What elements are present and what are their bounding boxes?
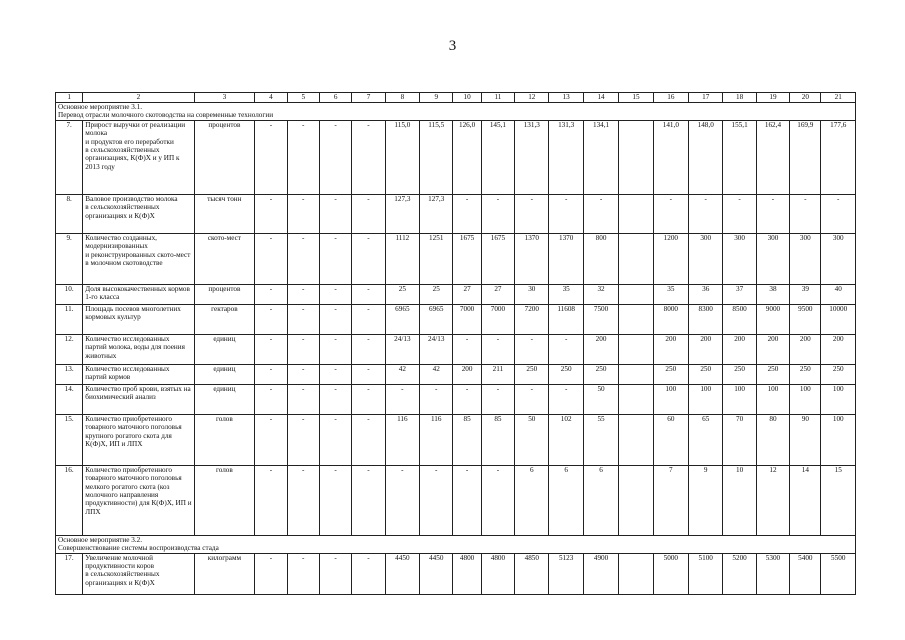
- column-number: 5: [287, 93, 319, 103]
- value-cell: 141,0: [653, 120, 688, 194]
- value-cell: 85: [453, 414, 481, 465]
- value-cell: 15: [821, 465, 856, 535]
- column-number: 9: [420, 93, 453, 103]
- value-cell: 131,3: [549, 120, 583, 194]
- table-row: [56, 465, 856, 535]
- column-number: 8: [385, 93, 419, 103]
- value-cell: 300: [756, 233, 789, 284]
- value-cell: 5200: [723, 553, 756, 594]
- value-cell: -: [319, 304, 351, 334]
- value-cell: 25: [385, 284, 419, 304]
- column-number: 3: [194, 93, 255, 103]
- table-row: [56, 384, 856, 414]
- value-cell: -: [481, 384, 514, 414]
- value-cell: 35: [549, 284, 583, 304]
- value-cell: 35: [653, 284, 688, 304]
- value-cell: 37: [723, 284, 756, 304]
- value-cell: -: [255, 364, 287, 384]
- table-row: [56, 553, 856, 594]
- value-cell: 14: [790, 465, 821, 535]
- value-cell: 24/13: [385, 334, 419, 364]
- value-cell: -: [319, 120, 351, 194]
- value-cell: 100: [756, 384, 789, 414]
- value-cell: 27: [453, 284, 481, 304]
- value-cell: -: [352, 465, 385, 535]
- value-cell: -: [319, 233, 351, 284]
- section-row: [56, 535, 856, 553]
- value-cell: 5500: [821, 553, 856, 594]
- column-number: 20: [790, 93, 821, 103]
- value-cell: 1675: [453, 233, 481, 284]
- value-cell: -: [319, 465, 351, 535]
- value-cell: 200: [756, 334, 789, 364]
- value-cell: 1200: [653, 233, 688, 284]
- value-cell: 4450: [420, 553, 453, 594]
- value-cell: 8000: [653, 304, 688, 334]
- value-cell: [619, 284, 653, 304]
- value-cell: 70: [723, 414, 756, 465]
- value-cell: 145,1: [481, 120, 514, 194]
- value-cell: 134,1: [583, 120, 618, 194]
- value-cell: 127,3: [385, 194, 419, 233]
- value-cell: -: [255, 194, 287, 233]
- value-cell: -: [319, 414, 351, 465]
- value-cell: 200: [583, 334, 618, 364]
- value-cell: 9: [689, 465, 723, 535]
- value-cell: 800: [583, 233, 618, 284]
- value-cell: 8500: [723, 304, 756, 334]
- column-number: 19: [756, 93, 789, 103]
- value-cell: -: [319, 364, 351, 384]
- row-number: 8.: [56, 194, 83, 233]
- value-cell: -: [385, 384, 419, 414]
- value-cell: 5400: [790, 553, 821, 594]
- value-cell: 65: [689, 414, 723, 465]
- value-cell: -: [352, 414, 385, 465]
- value-cell: 11608: [549, 304, 583, 334]
- unit: килограмм: [194, 553, 255, 594]
- value-cell: 102: [549, 414, 583, 465]
- value-cell: -: [287, 194, 319, 233]
- section-title: Основное мероприятие 3.1. Перевод отрасли молочного скотоводства на современные технологии: [56, 103, 856, 121]
- value-cell: 7: [653, 465, 688, 535]
- value-cell: 200: [723, 334, 756, 364]
- value-cell: -: [481, 465, 514, 535]
- value-cell: 250: [515, 364, 549, 384]
- value-cell: 32: [583, 284, 618, 304]
- unit: голов: [194, 414, 255, 465]
- value-cell: -: [420, 465, 453, 535]
- value-cell: 6: [515, 465, 549, 535]
- value-cell: -: [287, 334, 319, 364]
- value-cell: 100: [653, 384, 688, 414]
- value-cell: -: [549, 334, 583, 364]
- value-cell: -: [352, 304, 385, 334]
- value-cell: 7000: [481, 304, 514, 334]
- value-cell: 39: [790, 284, 821, 304]
- value-cell: 85: [481, 414, 514, 465]
- value-cell: 4800: [453, 553, 481, 594]
- indicator-name: Валовое производство молока в сельскохозяйственных организациях и К(Ф)Х: [83, 194, 194, 233]
- value-cell: -: [481, 334, 514, 364]
- value-cell: 100: [821, 384, 856, 414]
- value-cell: 7500: [583, 304, 618, 334]
- column-number: 6: [319, 93, 351, 103]
- value-cell: 250: [821, 364, 856, 384]
- value-cell: 80: [756, 414, 789, 465]
- value-cell: -: [319, 334, 351, 364]
- indicator-name: Доля высококачественных кормов 1-го класса: [83, 284, 194, 304]
- value-cell: 100: [790, 384, 821, 414]
- value-cell: 200: [790, 334, 821, 364]
- table-row: [56, 194, 856, 233]
- value-cell: 131,3: [515, 120, 549, 194]
- value-cell: -: [352, 334, 385, 364]
- row-number: 10.: [56, 284, 83, 304]
- value-cell: 250: [549, 364, 583, 384]
- value-cell: -: [287, 233, 319, 284]
- value-cell: 211: [481, 364, 514, 384]
- column-number: 1: [56, 93, 83, 103]
- value-cell: -: [352, 553, 385, 594]
- value-cell: [619, 414, 653, 465]
- value-cell: 250: [689, 364, 723, 384]
- value-cell: 1675: [481, 233, 514, 284]
- column-number: 14: [583, 93, 618, 103]
- column-number: 4: [255, 93, 287, 103]
- value-cell: 30: [515, 284, 549, 304]
- value-cell: 6: [549, 465, 583, 535]
- value-cell: 126,0: [453, 120, 481, 194]
- column-number: 16: [653, 93, 688, 103]
- row-number: 13.: [56, 364, 83, 384]
- value-cell: 38: [756, 284, 789, 304]
- value-cell: -: [287, 284, 319, 304]
- value-cell: -: [352, 233, 385, 284]
- unit: ското-мест: [194, 233, 255, 284]
- indicator-name: Прирост выручки от реализации молока и продуктов его переработки в сельскохозяйственных организациях, К(Ф)Х и у ИП к 2013 году: [83, 120, 194, 194]
- unit: единиц: [194, 384, 255, 414]
- value-cell: 4900: [583, 553, 618, 594]
- value-cell: [619, 120, 653, 194]
- value-cell: -: [420, 384, 453, 414]
- value-cell: 177,6: [821, 120, 856, 194]
- value-cell: 50: [515, 414, 549, 465]
- value-cell: -: [515, 384, 549, 414]
- value-cell: -: [352, 194, 385, 233]
- value-cell: 5123: [549, 553, 583, 594]
- value-cell: 115,5: [420, 120, 453, 194]
- indicator-name: Количество приобретенного товарного маточного поголовья мелкого рогатого скота (коз молочного направления продуктивности) для К(Ф)Х, ИП и ЛПХ: [83, 465, 194, 535]
- column-number: 18: [723, 93, 756, 103]
- value-cell: -: [352, 384, 385, 414]
- value-cell: 1251: [420, 233, 453, 284]
- value-cell: -: [255, 465, 287, 535]
- row-number: 17.: [56, 553, 83, 594]
- unit: процентов: [194, 120, 255, 194]
- value-cell: 12: [756, 465, 789, 535]
- row-number: 16.: [56, 465, 83, 535]
- value-cell: -: [319, 553, 351, 594]
- value-cell: -: [352, 120, 385, 194]
- value-cell: 6965: [385, 304, 419, 334]
- value-cell: 100: [821, 414, 856, 465]
- value-cell: -: [481, 194, 514, 233]
- value-cell: 5100: [689, 553, 723, 594]
- value-cell: -: [515, 334, 549, 364]
- value-cell: -: [319, 284, 351, 304]
- value-cell: -: [790, 194, 821, 233]
- value-cell: 162,4: [756, 120, 789, 194]
- row-number: 15.: [56, 414, 83, 465]
- unit: гектаров: [194, 304, 255, 334]
- value-cell: -: [287, 304, 319, 334]
- value-cell: 90: [790, 414, 821, 465]
- value-cell: 300: [821, 233, 856, 284]
- column-number: 13: [549, 93, 583, 103]
- indicator-name: Количество созданных, модернизированных и реконструированных ското-мест в молочном скотоводстве: [83, 233, 194, 284]
- value-cell: [619, 233, 653, 284]
- value-cell: 116: [420, 414, 453, 465]
- table-row: [56, 120, 856, 194]
- value-cell: 40: [821, 284, 856, 304]
- row-number: 14.: [56, 384, 83, 414]
- value-cell: 200: [453, 364, 481, 384]
- indicator-name: Количество проб крови, взятых на биохимический анализ: [83, 384, 194, 414]
- value-cell: [619, 384, 653, 414]
- value-cell: 300: [790, 233, 821, 284]
- value-cell: 50: [583, 384, 618, 414]
- value-cell: -: [255, 304, 287, 334]
- value-cell: 300: [723, 233, 756, 284]
- value-cell: -: [352, 364, 385, 384]
- column-number: 15: [619, 93, 653, 103]
- value-cell: 115,0: [385, 120, 419, 194]
- indicator-name: Увеличение молочной продуктивности коров в сельскохозяйственных организациях и К(Ф)Х: [83, 553, 194, 594]
- value-cell: -: [287, 384, 319, 414]
- value-cell: 116: [385, 414, 419, 465]
- value-cell: -: [723, 194, 756, 233]
- table-row: [56, 334, 856, 364]
- value-cell: [619, 304, 653, 334]
- value-cell: -: [352, 284, 385, 304]
- indicator-name: Количество исследованных партий кормов: [83, 364, 194, 384]
- value-cell: -: [255, 284, 287, 304]
- value-cell: -: [453, 384, 481, 414]
- value-cell: 250: [790, 364, 821, 384]
- page-number: 3: [448, 38, 457, 54]
- value-cell: -: [756, 194, 789, 233]
- row-number: 9.: [56, 233, 83, 284]
- value-cell: -: [549, 384, 583, 414]
- row-number: 7.: [56, 120, 83, 194]
- value-cell: 1370: [549, 233, 583, 284]
- unit: процентов: [194, 284, 255, 304]
- value-cell: 10000: [821, 304, 856, 334]
- value-cell: -: [453, 465, 481, 535]
- value-cell: 250: [723, 364, 756, 384]
- value-cell: 155,1: [723, 120, 756, 194]
- value-cell: -: [255, 414, 287, 465]
- value-cell: 169,9: [790, 120, 821, 194]
- value-cell: 9500: [790, 304, 821, 334]
- value-cell: 8300: [689, 304, 723, 334]
- value-cell: 55: [583, 414, 618, 465]
- value-cell: 1370: [515, 233, 549, 284]
- value-cell: -: [287, 364, 319, 384]
- value-cell: -: [453, 334, 481, 364]
- indicator-name: Площадь посевов многолетних кормовых культур: [83, 304, 194, 334]
- unit: тысяч тонн: [194, 194, 255, 233]
- value-cell: -: [287, 414, 319, 465]
- table-row: [56, 284, 856, 304]
- value-cell: [619, 465, 653, 535]
- value-cell: 4850: [515, 553, 549, 594]
- value-cell: -: [653, 194, 688, 233]
- column-number: 2: [83, 93, 194, 103]
- value-cell: 127,3: [420, 194, 453, 233]
- column-number: 10: [453, 93, 481, 103]
- unit: голов: [194, 465, 255, 535]
- value-cell: -: [689, 194, 723, 233]
- value-cell: 4450: [385, 553, 419, 594]
- value-cell: -: [255, 384, 287, 414]
- section-row: [56, 103, 856, 121]
- unit: единиц: [194, 334, 255, 364]
- value-cell: -: [515, 194, 549, 233]
- indicator-name: Количество исследованных партий молока, воды для поения животных: [83, 334, 194, 364]
- value-cell: 100: [723, 384, 756, 414]
- value-cell: -: [287, 553, 319, 594]
- value-cell: 42: [420, 364, 453, 384]
- value-cell: 42: [385, 364, 419, 384]
- value-cell: 200: [821, 334, 856, 364]
- table-row: [56, 233, 856, 284]
- value-cell: -: [453, 194, 481, 233]
- value-cell: -: [255, 233, 287, 284]
- value-cell: 5300: [756, 553, 789, 594]
- column-number: 12: [515, 93, 549, 103]
- value-cell: 250: [756, 364, 789, 384]
- value-cell: 4800: [481, 553, 514, 594]
- value-cell: -: [287, 120, 319, 194]
- value-cell: -: [549, 194, 583, 233]
- row-number: 11.: [56, 304, 83, 334]
- value-cell: -: [821, 194, 856, 233]
- indicator-name: Количество приобретенного товарного маточного поголовья крупного рогатого скота для К(Ф)Х, ИП и ЛПХ: [83, 414, 194, 465]
- column-number: 17: [689, 93, 723, 103]
- value-cell: 25: [420, 284, 453, 304]
- value-cell: -: [287, 465, 319, 535]
- value-cell: 6965: [420, 304, 453, 334]
- value-cell: 200: [689, 334, 723, 364]
- value-cell: [619, 334, 653, 364]
- indicators-table: [55, 92, 856, 595]
- value-cell: 60: [653, 414, 688, 465]
- value-cell: -: [385, 465, 419, 535]
- unit: единиц: [194, 364, 255, 384]
- value-cell: -: [255, 334, 287, 364]
- column-number: 21: [821, 93, 856, 103]
- row-number: 12.: [56, 334, 83, 364]
- value-cell: 100: [689, 384, 723, 414]
- value-cell: [619, 364, 653, 384]
- value-cell: -: [583, 194, 618, 233]
- value-cell: 24/13: [420, 334, 453, 364]
- value-cell: 10: [723, 465, 756, 535]
- value-cell: 1112: [385, 233, 419, 284]
- section-title: Основное мероприятие 3.2. Совершенствование системы воспроизводства стада: [56, 535, 856, 553]
- table-row: [56, 304, 856, 334]
- header-row: [56, 93, 856, 103]
- value-cell: 300: [689, 233, 723, 284]
- value-cell: 7000: [453, 304, 481, 334]
- value-cell: 250: [583, 364, 618, 384]
- value-cell: 148,0: [689, 120, 723, 194]
- value-cell: 5000: [653, 553, 688, 594]
- column-number: 11: [481, 93, 514, 103]
- value-cell: 7200: [515, 304, 549, 334]
- value-cell: -: [255, 120, 287, 194]
- value-cell: 36: [689, 284, 723, 304]
- value-cell: 27: [481, 284, 514, 304]
- table-row: [56, 364, 856, 384]
- table-row: [56, 414, 856, 465]
- value-cell: -: [319, 194, 351, 233]
- value-cell: 250: [653, 364, 688, 384]
- column-number: 7: [352, 93, 385, 103]
- value-cell: [619, 553, 653, 594]
- value-cell: 6: [583, 465, 618, 535]
- value-cell: [619, 194, 653, 233]
- value-cell: -: [255, 553, 287, 594]
- value-cell: 9000: [756, 304, 789, 334]
- value-cell: 200: [653, 334, 688, 364]
- value-cell: -: [319, 384, 351, 414]
